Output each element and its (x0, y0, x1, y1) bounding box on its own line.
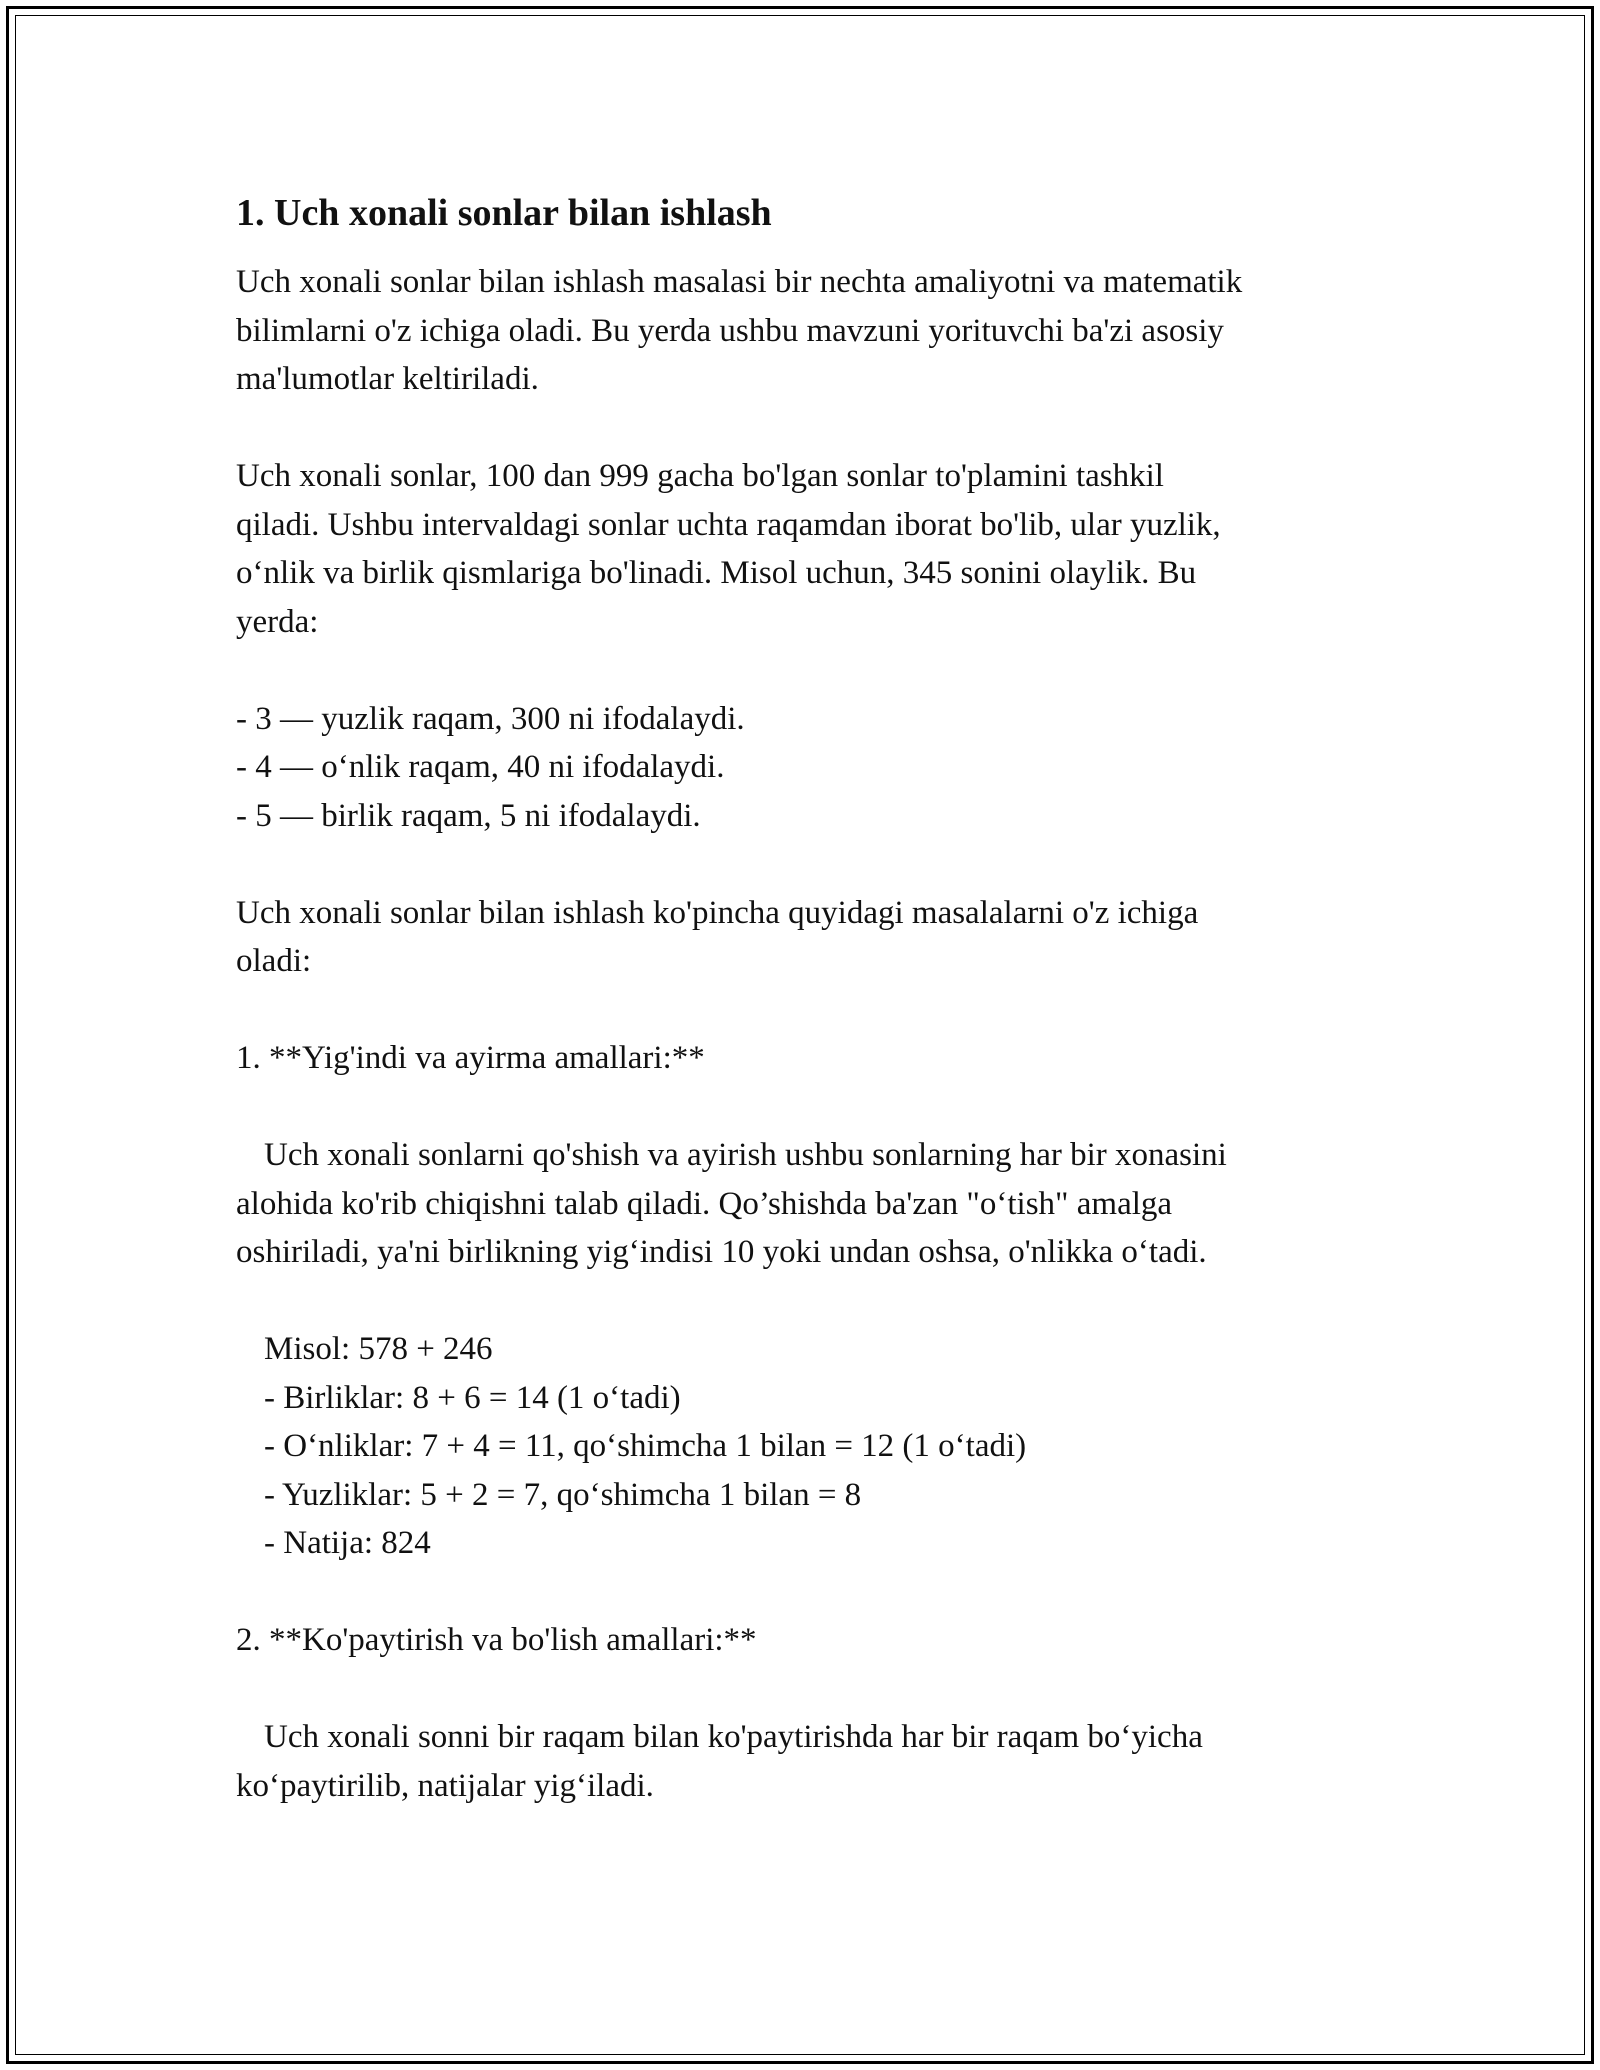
list-item: - 5 — birlik raqam, 5 ni ifodalaydi. (236, 797, 701, 834)
text-line: Uch xonali sonlar bilan ishlash ko'pincha quyidagi masalalarni o'z ichiga (236, 894, 1199, 931)
text-line: oladi: (236, 943, 312, 979)
text-line: o‘nlik va birlik qismlariga bo'linadi. Misol uchun, 345 sonini olaylik. Bu (236, 555, 1197, 591)
text-line: Uch xonali sonlarni qo'shish va ayirish ushbu sonlarning har bir xonasini (264, 1137, 1227, 1173)
example-line: Misol: 578 + 246 (264, 1331, 493, 1367)
text-line: alohida ko'rib chiqishni talab qiladi. Qo’shishda ba'zan "o‘tish" amalga (236, 1185, 1173, 1222)
text-line: qiladi. Ushbu intervaldagi sonlar uchta raqamdan iborat bo'lib, ular yuzlik, (236, 506, 1221, 543)
example-line: - Birliklar: 8 + 6 = 14 (1 o‘tadi) (264, 1379, 681, 1416)
section-heading: 2. **Ko'paytirish va bo'lish amallari:** (236, 1622, 757, 1658)
text-line: ko‘paytirilib, natijalar yig‘iladi. (236, 1767, 654, 1804)
example-line: - Natija: 824 (264, 1525, 431, 1561)
section-heading-2 (236, 1616, 1376, 1665)
text-line: oshiriladi, ya'ni birlikning yig‘indisi 10 yoki undan oshsa, o'nlikka o‘tadi. (236, 1234, 1207, 1270)
document-body (236, 188, 1376, 1859)
example-line: - O‘nliklar: 7 + 4 = 11, qo‘shimcha 1 bilan = 12 (1 o‘tadi) (264, 1428, 1027, 1464)
definition-paragraph (236, 452, 1376, 646)
example-block (236, 1325, 1376, 1568)
text-line: bilimlarni o'z ichiga oladi. Bu yerda ushbu mavzuni yorituvchi ba'zi asosiy (236, 312, 1224, 349)
document-title: 1. Uch xonali sonlar bilan ishlash (236, 192, 772, 234)
text-line: Uch xonali sonni bir raqam bilan ko'paytirishda har bir raqam bo‘yicha (264, 1719, 1203, 1755)
list-item: - 3 — yuzlik raqam, 300 ni ifodalaydi. (236, 700, 745, 737)
example-line: - Yuzliklar: 5 + 2 = 7, qo‘shimcha 1 bilan = 8 (264, 1476, 862, 1513)
text-line: Uch xonali sonlar bilan ishlash masalasi bir nechta amaliyotni va matematik (236, 264, 1243, 300)
section-heading-1 (236, 1034, 1376, 1083)
list-item: - 4 — o‘nlik raqam, 40 ni ifodalaydi. (236, 749, 725, 785)
digits-list (236, 695, 1376, 841)
tasks-intro-paragraph (236, 889, 1376, 986)
section-2-paragraph (236, 1713, 1376, 1810)
text-line: Uch xonali sonlar, 100 dan 999 gacha bo'lgan sonlar to'plamini tashkil (236, 458, 1164, 494)
text-line: ma'lumotlar keltiriladi. (236, 361, 539, 397)
intro-paragraph (236, 258, 1376, 404)
section-heading: 1. **Yig'indi va ayirma amallari:** (236, 1040, 705, 1076)
section-1-paragraph (236, 1131, 1376, 1277)
text-line: yerda: (236, 603, 319, 640)
